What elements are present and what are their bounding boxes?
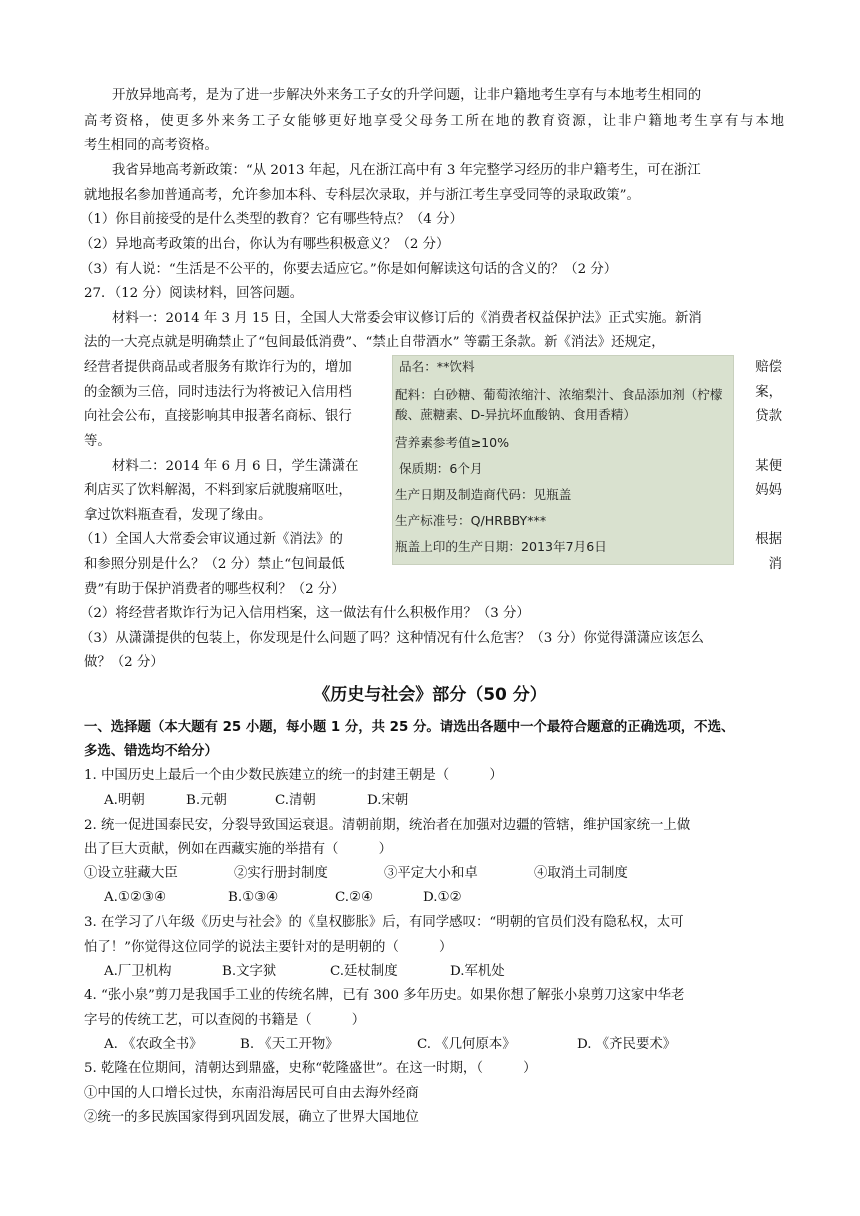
section-title: 《历史与社会》部分（50 分） — [313, 685, 547, 705]
mc-question-1: 1. 中国历史上最后一个由少数民族建立的统一的封建王朝是（ ） — [84, 768, 503, 783]
passage-line: 考生相同的高考资格。 — [84, 138, 218, 153]
option: B.文字狱 — [222, 964, 277, 979]
question-27-1: 和参照分别是什么？（2 分）禁止“包间最低 — [84, 557, 345, 572]
label-ingredients: 酸、蔗糖素、D-异抗坏血酸钠、食用香精） — [395, 407, 636, 422]
label-standard: 生产标准号：Q/HRBBY*** — [395, 513, 547, 528]
question-27-2: （2）将经营者欺诈行为记入信用档案，这一做法有什么积极作用？（3 分） — [80, 606, 530, 621]
mc-question-2: 2. 统一促进国泰民安，分裂导致国运衰退。清朝前期，统治者在加强对边疆的管辖，维护国家统一上做 — [84, 818, 691, 833]
mc-options-2 — [104, 888, 462, 908]
option: D. 《齐民要术》 — [577, 1037, 677, 1052]
material-1-line: 向社会公布，直接影响其申报著名商标、银行 — [84, 409, 352, 424]
material-1-line: 法的一大亮点就是明确禁止了“包间最低消费”、“禁止自带酒水” 等霸王条款。新《消法》还规定， — [84, 335, 665, 350]
option: C.廷杖制度 — [330, 964, 398, 979]
option: A. 《农政全书》 — [104, 1037, 203, 1052]
label-ingredients: 配料：白砂糖、葡萄浓缩汁、浓缩梨汁、食品添加剂（柠檬 — [395, 387, 723, 402]
label-nutrition: 营养素参考值≥10% — [395, 435, 510, 450]
question-26-2: （2）异地高考政策的出台，你认为有哪些积极意义？（2 分） — [80, 237, 450, 252]
label-shelf-life: 保质期：6个月 — [399, 461, 483, 476]
mc-options-4 — [104, 1035, 676, 1055]
mc-question-4: 4. “张小泉”剪刀是我国手工业的传统名牌，已有 300 多年历史。如果你想了解张小泉剪刀这家中华老 — [84, 988, 685, 1003]
mc-question-2: 出了巨大贡献，例如在西藏实施的举措有（ ） — [84, 842, 392, 857]
mc-question-3: 3. 在学习了八年级《历史与社会》的《皇权膨胀》后，有同学感叹：“明朝的官员们没有隐私权，太可 — [84, 915, 684, 930]
overlapped-text: 消 — [768, 557, 782, 572]
overlapped-text: 妈妈 — [755, 483, 782, 498]
overlapped-text: 案， — [755, 385, 782, 400]
choice: ③平定大小和卓 — [384, 866, 478, 881]
mc-options-1 — [104, 791, 408, 811]
option: B.①③④ — [228, 890, 279, 905]
option: A.厂卫机构 — [104, 964, 172, 979]
option: C. 《几何原本》 — [417, 1037, 516, 1052]
mc-choices-2 — [84, 864, 628, 884]
material-2-line: 利店买了饮料解渴，不料到家后就腹痛呕吐， — [84, 483, 352, 498]
overlapped-text: 赔偿 — [755, 360, 782, 375]
material-1-line: 材料一：2014 年 3 月 15 日，全国人大常委会审议修订后的《消费者权益保护法》正式实施。新消 — [112, 311, 702, 326]
choice: ①设立驻藏大臣 — [84, 866, 178, 881]
passage-line: 开放异地高考，是为了进一步解决外来务工子女的升学问题，让非户籍地考生享有与本地考生相同的 — [112, 88, 702, 103]
material-2-line: 拿过饮料瓶查看，发现了缘由。 — [84, 508, 272, 523]
mc-question-4: 字号的传统工艺，可以查阅的书籍是（ ） — [84, 1013, 366, 1028]
option: D.宋朝 — [367, 793, 409, 808]
overlapped-text: 贷款 — [755, 409, 782, 424]
section-instructions: 一、选择题（本大题有 25 小题，每小题 1 分，共 25 分。请选出各题中一个最符合题意的正确选项，不选、 — [84, 720, 735, 735]
label-product-name: 品名：**饮料 — [399, 359, 475, 374]
mc-statement: ②统一的多民族国家得到巩固发展，确立了世界大国地位 — [84, 1110, 419, 1125]
overlapped-text: 根据 — [755, 532, 782, 547]
material-1-line: 的金额为三倍，同时违法行为将被记入信用档 — [84, 385, 352, 400]
material-1-line: 等。 — [84, 434, 111, 449]
option: B.元朝 — [186, 793, 227, 808]
option: C.清朝 — [275, 793, 316, 808]
option: D.①② — [423, 890, 462, 905]
option: D.军机处 — [450, 964, 505, 979]
mc-question-5: 5. 乾隆在位期间，清朝达到鼎盛，史称“乾隆盛世”。在这一时期，（ ） — [84, 1061, 537, 1076]
question-26-1: （1）你目前接受的是什么类型的教育？它有哪些特点？（4 分） — [80, 212, 463, 227]
label-production-date: 生产日期及制造商代码：见瓶盖 — [395, 487, 572, 502]
option: B. 《天工开物》 — [240, 1037, 339, 1052]
mc-options-3 — [104, 962, 505, 982]
material-2-line: 材料二：2014 年 6 月 6 日，学生潇潇在 — [112, 459, 359, 474]
question-27-1: （1）全国人大常委会审议通过新《消法》的 — [80, 532, 343, 547]
question-27-1: 费”有助于保护消费者的哪些权利？（2 分） — [84, 582, 345, 597]
question-27-heading: 27．（12 分）阅读材料，回答问题。 — [84, 286, 304, 301]
section-instructions: 多选、错选均不给分） — [84, 744, 218, 759]
overlapped-text: 某便 — [755, 459, 782, 474]
question-26-3: （3）有人说：“生活是不公平的，你要去适应它。”你是如何解读这句话的含义的？（2 分） — [80, 262, 618, 277]
option: A.明朝 — [104, 793, 145, 808]
question-27-3: （3）从潇潇提供的包装上，你发现是什么问题了吗？这种情况有什么危害？（3 分）你觉得潇潇应该怎么 — [80, 631, 704, 646]
product-label-image — [392, 355, 734, 565]
mc-statement: ①中国的人口增长过快，东南沿海居民可自由去海外经商 — [84, 1086, 419, 1101]
passage-line: 高考资格，使更多外来务工子女能够更好地享受父母务工所在地的教育资源，让非户籍地考生享有与本地 — [84, 114, 784, 129]
material-1-line: 经营者提供商品或者服务有欺诈行为的，增加 — [84, 360, 352, 375]
option: A.①②③④ — [104, 890, 166, 905]
question-27-3: 做？（2 分） — [84, 655, 164, 670]
choice: ④取消土司制度 — [534, 866, 628, 881]
option: C.②④ — [335, 890, 374, 905]
choice: ②实行册封制度 — [234, 866, 328, 881]
label-cap-date: 瓶盖上印的生产日期：2013年7月6日 — [395, 539, 607, 554]
passage-line: 就地报名参加普通高考，允许参加本科、专科层次录取，并与浙江考生享受同等的录取政策”。 — [84, 188, 640, 203]
mc-question-3: 怕了！”你觉得这位同学的说法主要针对的是明朝的（ ） — [84, 940, 453, 955]
passage-line: 我省异地高考新政策：“从 2013 年起，凡在浙江高中有 3 年完整学习经历的非户籍考生，可在浙江 — [112, 163, 701, 178]
